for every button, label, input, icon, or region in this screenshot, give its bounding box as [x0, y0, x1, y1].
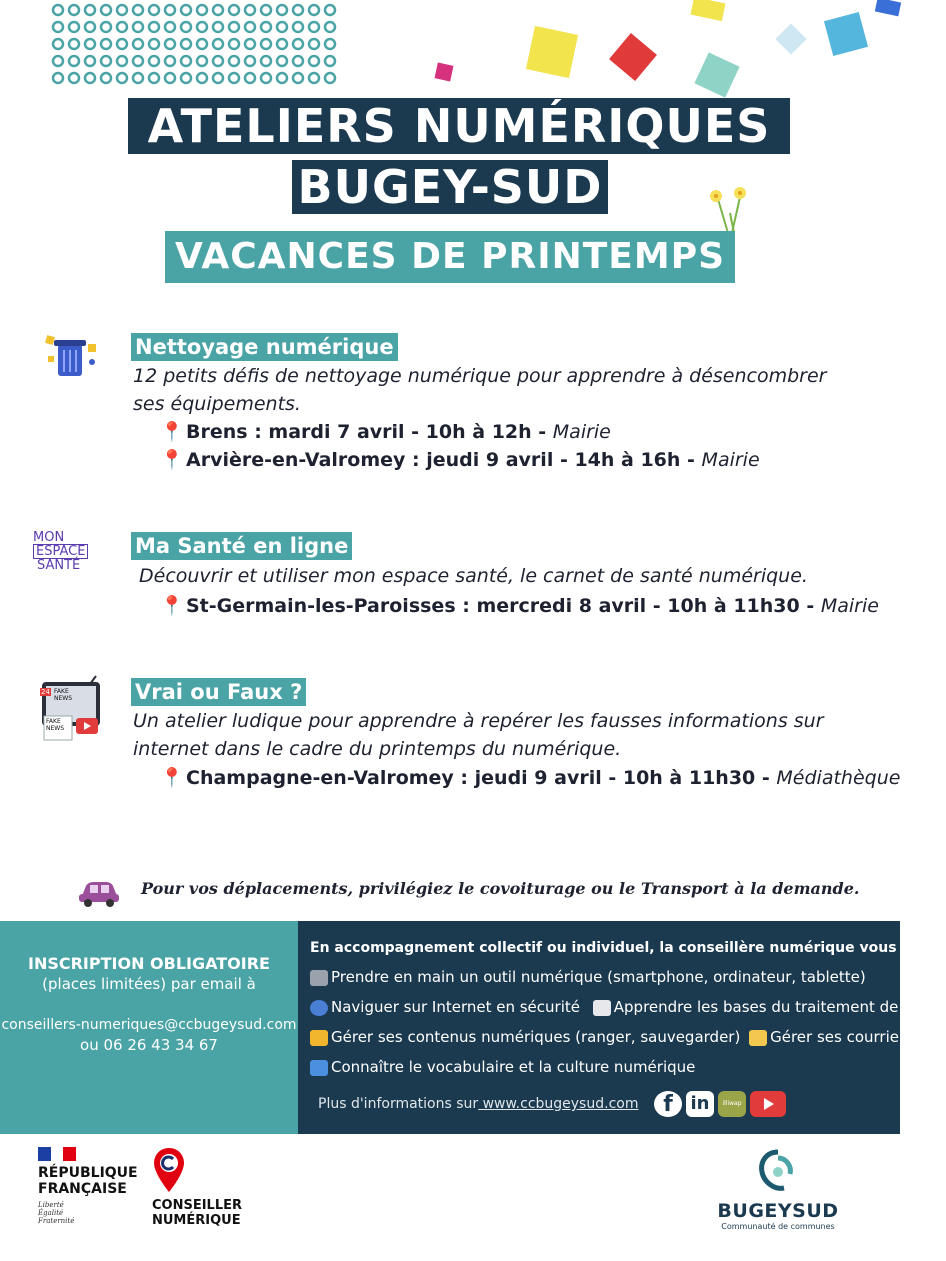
- decorative-dot: [197, 39, 207, 49]
- decorative-dot: [165, 39, 175, 49]
- envelope-icon: [749, 1030, 767, 1046]
- decorative-dot: [149, 39, 159, 49]
- decorative-dot: [293, 22, 303, 32]
- decorative-square: [775, 23, 806, 54]
- decorative-dot: [229, 22, 239, 32]
- decorative-dot: [149, 22, 159, 32]
- decorative-dot: [213, 56, 223, 66]
- decorative-dot: [85, 39, 95, 49]
- decorative-dot: [309, 5, 319, 15]
- decorative-dot: [325, 73, 335, 83]
- decorative-dot: [229, 73, 239, 83]
- decorative-dot: [165, 73, 175, 83]
- carpool-note: Pour vos déplacements, privilégiez le covoiturage ou le Transport à la demande.: [141, 879, 860, 898]
- decorative-dot: [261, 73, 271, 83]
- decorative-dot: [309, 39, 319, 49]
- decorative-dot: [293, 56, 303, 66]
- page-subtitle: VACANCES DE PRINTEMPS: [165, 231, 735, 283]
- decorative-dot: [277, 73, 287, 83]
- app-icon[interactable]: illiwap: [718, 1091, 746, 1117]
- decorative-dot: [165, 22, 175, 32]
- decorative-dot: [197, 22, 207, 32]
- workshop-title-vrai-faux: Vrai ou Faux ?: [131, 678, 306, 706]
- decorative-dot: [181, 73, 191, 83]
- decorative-dot: [245, 73, 255, 83]
- workshop-title-sante: Ma Santé en ligne: [131, 532, 352, 560]
- decorative-square: [875, 0, 901, 16]
- decorative-dot: [293, 5, 303, 15]
- help-item: Prendre en main un outil numérique (smartphone, ordinateur, tablette): [310, 966, 866, 988]
- decorative-dot: [165, 5, 175, 15]
- decorative-dot: [85, 5, 95, 15]
- decorative-dot: [213, 5, 223, 15]
- decorative-dot: [261, 39, 271, 49]
- decorative-dot: [309, 73, 319, 83]
- decorative-dot: [309, 56, 319, 66]
- workshop-description-vrai-faux: Un atelier ludique pour apprendre à repérer les fausses informations sur internet dans le cadre du printemps du numérique.: [133, 710, 824, 760]
- decorative-dot: [261, 56, 271, 66]
- decorative-dot: [181, 56, 191, 66]
- decorative-dot: [277, 39, 287, 49]
- decorative-dot: [117, 5, 127, 15]
- decorative-dot: [213, 39, 223, 49]
- bugeysud-logo: BUGEYSUD Communauté de communes: [708, 1148, 848, 1231]
- session-item: 📍 St-Germain-les-Paroisses : mercredi 8 avril - 10h à 11h30 - Mairie: [160, 592, 879, 620]
- decorative-dot: [181, 22, 191, 32]
- swirl-icon: [756, 1148, 800, 1196]
- decorative-dot: [69, 56, 79, 66]
- decorative-dot: [85, 22, 95, 32]
- session-item: 📍 Brens : mardi 7 avril - 10h à 12h - Mairie: [160, 418, 611, 446]
- decorative-square: [526, 26, 578, 78]
- registration-heading: INSCRIPTION OBLIGATOIRE: [28, 954, 270, 973]
- decorative-dot: [213, 73, 223, 83]
- help-item: Naviguer sur Internet en sécurité Apprendre les bases du traitement de texte: [310, 996, 942, 1018]
- flag-icon: [38, 1147, 76, 1161]
- decorative-dot: [197, 73, 207, 83]
- decorative-dot: [101, 22, 111, 32]
- decorative-dot-pattern: [50, 2, 340, 92]
- decorative-dot: [101, 39, 111, 49]
- decorative-dot: [197, 56, 207, 66]
- decorative-dot: [149, 73, 159, 83]
- decorative-dot: [53, 5, 63, 15]
- help-panel: [298, 921, 946, 1134]
- decorative-dot: [293, 39, 303, 49]
- decorative-dot: [197, 5, 207, 15]
- map-pin-icon: 📍: [160, 449, 184, 471]
- decorative-square: [694, 52, 739, 97]
- decorative-dot: [69, 39, 79, 49]
- registration-panel: [0, 921, 298, 1134]
- decorative-dot: [181, 5, 191, 15]
- decorative-dot: [117, 56, 127, 66]
- decorative-dot: [309, 22, 319, 32]
- decorative-dot: [277, 5, 287, 15]
- decorative-square: [435, 63, 454, 82]
- decorative-dot: [53, 56, 63, 66]
- decorative-dot: [165, 56, 175, 66]
- workshop-title-nettoyage: Nettoyage numérique: [131, 333, 398, 361]
- abcd-icon: [310, 1060, 328, 1076]
- decorative-dot: [325, 56, 335, 66]
- decorative-dot: [101, 5, 111, 15]
- help-heading: En accompagnement collectif ou individuel, la conseillère numérique vous aide :: [310, 940, 946, 956]
- decorative-dot: [245, 56, 255, 66]
- decorative-dot: [277, 22, 287, 32]
- help-item: Gérer ses contenus numériques (ranger, sauvegarder) Gérer ses courriels: [310, 1026, 911, 1048]
- decorative-dot: [261, 5, 271, 15]
- laptop-icon: [310, 970, 328, 986]
- decorative-dot: [53, 22, 63, 32]
- page-title-line1: ATELIERS NUMÉRIQUES: [128, 98, 790, 154]
- decorative-dot: [229, 56, 239, 66]
- decorative-dot: [69, 22, 79, 32]
- decorative-dot: [149, 5, 159, 15]
- trash-bin-icon: [42, 330, 102, 382]
- session-item: 📍 Arvière-en-Valromey : jeudi 9 avril - 14h à 16h - Mairie: [160, 446, 760, 474]
- decorative-dot: [69, 73, 79, 83]
- decorative-dot: [245, 22, 255, 32]
- more-info: Plus d'informations sur www.ccbugeysud.com: [318, 1096, 639, 1112]
- tv-icon: [36, 672, 108, 752]
- decorative-dot: [149, 56, 159, 66]
- map-pin-icon: 📍: [160, 767, 184, 789]
- decorative-dot: [133, 39, 143, 49]
- workshop-description-sante: Découvrir et utiliser mon espace santé, le carnet de santé numérique.: [139, 565, 808, 587]
- workshop-description-nettoyage: 12 petits défis de nettoyage numérique pour apprendre à désencombrer ses équipements.: [133, 365, 827, 415]
- map-pin-logo-icon: [152, 1146, 186, 1194]
- registration-subtitle: (places limitées) par email à: [42, 975, 256, 993]
- decorative-dot: [85, 73, 95, 83]
- decorative-square: [609, 33, 657, 81]
- mon-espace-sante-logo: MON ESPACE SANTÉ: [33, 531, 109, 573]
- republique-francaise-logo: RÉPUBLIQUE FRANÇAISE Liberté Égalité Fraternité: [38, 1147, 148, 1225]
- facebook-icon[interactable]: f: [654, 1091, 682, 1117]
- fake-news-icon: 24 FAKE NEWS FAKE NEWS: [36, 672, 108, 752]
- decorative-dot: [53, 39, 63, 49]
- decorative-dot: [213, 22, 223, 32]
- decorative-dot: [325, 39, 335, 49]
- decorative-dot: [261, 22, 271, 32]
- decorative-dot: [133, 5, 143, 15]
- map-pin-icon: 📍: [160, 421, 184, 443]
- decorative-dot: [133, 73, 143, 83]
- decorative-dot: [181, 39, 191, 49]
- folder-icon: [310, 1030, 328, 1046]
- decorative-square: [824, 12, 868, 56]
- decorative-dot: [117, 73, 127, 83]
- flower-decoration: [700, 183, 760, 235]
- decorative-dot: [117, 39, 127, 49]
- car-icon: [76, 876, 122, 908]
- decorative-dot: [277, 56, 287, 66]
- decorative-dot: [133, 56, 143, 66]
- decorative-dot: [325, 22, 335, 32]
- website-link[interactable]: www.ccbugeysud.com: [478, 1096, 639, 1112]
- map-pin-icon: 📍: [160, 595, 184, 617]
- conseiller-numerique-logo: CONSEILLER NUMÉRIQUE: [152, 1146, 252, 1228]
- decorative-square: [690, 0, 725, 21]
- keyboard-icon: [593, 1000, 611, 1016]
- decorative-dot: [293, 73, 303, 83]
- registration-email-link[interactable]: conseillers-numeriques@ccbugeysud.com: [1, 1017, 297, 1033]
- decorative-dot: [85, 56, 95, 66]
- decorative-dot: [245, 5, 255, 15]
- session-item: 📍 Champagne-en-Valromey : jeudi 9 avril - 10h à 11h30 - Médiathèque: [160, 764, 900, 792]
- help-item: Connaître le vocabulaire et la culture numérique: [310, 1056, 695, 1078]
- decorative-dot: [101, 73, 111, 83]
- page-title-line2: BUGEY-SUD: [292, 160, 608, 214]
- decorative-dot: [325, 5, 335, 15]
- globe-icon: [310, 1000, 328, 1016]
- youtube-icon[interactable]: [750, 1091, 786, 1117]
- decorative-dot: [229, 39, 239, 49]
- decorative-dot: [53, 73, 63, 83]
- decorative-dot: [229, 5, 239, 15]
- decorative-dot: [245, 39, 255, 49]
- registration-phone: ou 06 26 43 34 67: [80, 1036, 218, 1054]
- linkedin-icon[interactable]: in: [686, 1091, 714, 1117]
- decorative-dot: [133, 22, 143, 32]
- decorative-dot: [69, 5, 79, 15]
- decorative-dot: [117, 22, 127, 32]
- decorative-dot: [101, 56, 111, 66]
